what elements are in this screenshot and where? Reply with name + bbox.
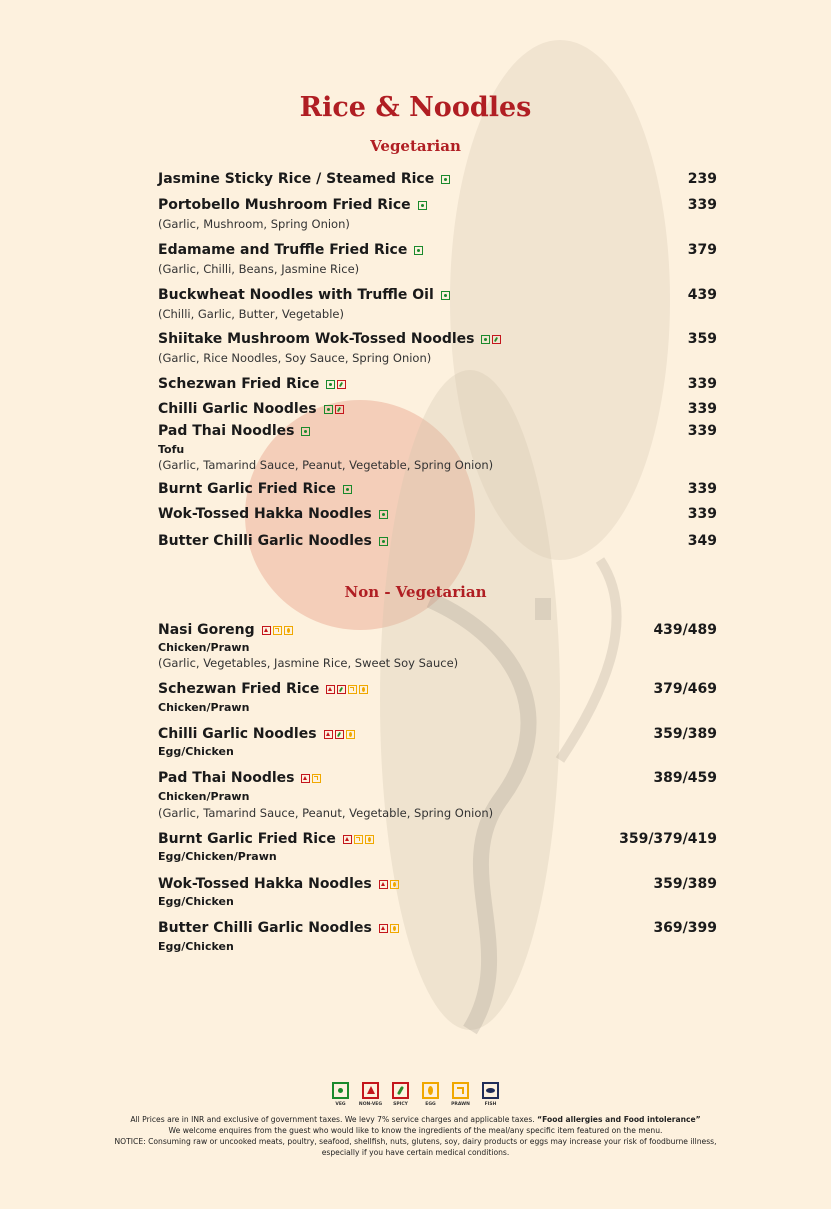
menu-item-price: 359 (687, 331, 717, 347)
menu-item-price: 339 (687, 376, 717, 392)
menu-item (158, 242, 423, 258)
menu-item-description: (Garlic, Mushroom, Spring Onion) (158, 217, 350, 231)
non-veg-icon (379, 880, 388, 889)
veg-icon (301, 427, 310, 436)
footer-line: especially if you have certain medical conditions. (321, 1148, 510, 1157)
non-veg-icon (301, 774, 310, 783)
non-veg-icon (324, 730, 333, 739)
menu-item-price: 339 (687, 506, 717, 522)
egg-icon (359, 685, 368, 694)
veg-icon (326, 380, 335, 389)
dietary-legend (0, 1082, 831, 1107)
legend-item (452, 1082, 469, 1107)
menu-item-name: Pad Thai Noodles (158, 423, 295, 439)
menu-item (158, 876, 399, 892)
menu-item (158, 287, 450, 303)
menu-item-price: 239 (687, 171, 717, 187)
menu-item-option: Chicken/Prawn (158, 701, 250, 714)
menu-item (158, 401, 344, 417)
veg-icon (379, 537, 388, 546)
spicy-icon (492, 335, 501, 344)
non-veg-icon (379, 924, 388, 933)
non-veg-icon (362, 1082, 379, 1099)
legend-item (332, 1082, 349, 1107)
footer-line (0, 1114, 831, 1125)
menu-item (158, 770, 321, 786)
legend-item (422, 1082, 439, 1107)
veg-icon (441, 175, 450, 184)
spicy-icon (392, 1082, 409, 1099)
veg-icon (418, 201, 427, 210)
menu-item (158, 533, 388, 549)
menu-item-price: 359/389 (653, 876, 717, 892)
legend-label: PRAWN (451, 1102, 470, 1107)
veg-icon (324, 405, 333, 414)
menu-item-description: (Garlic, Rice Noodles, Soy Sauce, Spring Onion) (158, 351, 432, 365)
menu-item-price: 439/489 (653, 622, 717, 638)
menu-item (158, 506, 388, 522)
footer-line: NOTICE: Consuming raw or uncooked meats, poultry, seafood, shellfish, nuts, glutens, soy, dairy products or eggs may increase your risk of foodburne illness, (114, 1137, 717, 1146)
menu-item-name: Wok-Tossed Hakka Noodles (158, 506, 372, 522)
footer-notice (0, 1114, 831, 1158)
footer-line: We welcome enquires from the guest who would like to know the ingredients of the meal/any specific item featured on the menu. (168, 1126, 663, 1135)
menu-item-name: Wok-Tossed Hakka Noodles (158, 876, 372, 892)
menu-item-name: Portobello Mushroom Fried Rice (158, 197, 411, 213)
menu-item-name: Butter Chilli Garlic Noodles (158, 533, 372, 549)
menu-item-name: Chilli Garlic Noodles (158, 726, 317, 742)
menu-item-name: Nasi Goreng (158, 622, 255, 638)
menu-item-price: 439 (687, 287, 717, 303)
menu-item-name: Schezwan Fried Rice (158, 681, 320, 697)
legend-label: FISH (484, 1102, 497, 1107)
spicy-icon (337, 685, 346, 694)
menu-item-name: Schezwan Fried Rice (158, 376, 320, 392)
legend-label: VEG (335, 1102, 346, 1107)
menu-item-price: 339 (687, 197, 717, 213)
egg-icon (390, 924, 399, 933)
menu-item-price: 359/379/419 (619, 831, 717, 847)
menu-item-description: (Chilli, Garlic, Butter, Vegetable) (158, 307, 344, 321)
legend-label: EGG (425, 1102, 436, 1107)
menu-item-price: 369/399 (653, 920, 717, 936)
menu-item-name: Jasmine Sticky Rice / Steamed Rice (158, 171, 435, 187)
non-veg-icon (326, 685, 335, 694)
menu-item (158, 331, 501, 347)
menu-item-price: 339 (687, 423, 717, 439)
veg-icon (414, 246, 423, 255)
menu-item (158, 376, 346, 392)
legend-item (482, 1082, 499, 1107)
veg-icon (379, 510, 388, 519)
prawn-icon (452, 1082, 469, 1099)
menu-item-price: 349 (687, 533, 717, 549)
legend-item (358, 1082, 383, 1107)
menu-item-description: (Garlic, Tamarind Sauce, Peanut, Vegetable, Spring Onion) (158, 806, 494, 820)
non-veg-icon (343, 835, 352, 844)
menu-item-option: Egg/Chicken (158, 745, 234, 758)
legend-item (392, 1082, 409, 1107)
menu-item-price: 359/389 (653, 726, 717, 742)
veg-icon (441, 291, 450, 300)
prawn-icon (348, 685, 357, 694)
menu-item (158, 481, 352, 497)
menu-item-option: Egg/Chicken (158, 895, 234, 908)
menu-item-name: Butter Chilli Garlic Noodles (158, 920, 372, 936)
prawn-icon (273, 626, 282, 635)
menu-item (158, 423, 310, 439)
fish-icon (482, 1082, 499, 1099)
egg-icon (422, 1082, 439, 1099)
prawn-icon (312, 774, 321, 783)
section-heading-vegetarian: Vegetarian (370, 137, 461, 155)
menu-item (158, 622, 293, 638)
menu-item-price: 379/469 (653, 681, 717, 697)
non-veg-icon (262, 626, 271, 635)
menu-item (158, 920, 399, 936)
legend-label: SPICY (393, 1102, 408, 1107)
menu-item-option: Tofu (158, 443, 185, 456)
footer-allergy-heading: “Food allergies and Food intolerance” (537, 1115, 701, 1124)
menu-item-price: 339 (687, 481, 717, 497)
menu-item (158, 681, 368, 697)
menu-item-name: Burnt Garlic Fried Rice (158, 831, 336, 847)
menu-item-name: Burnt Garlic Fried Rice (158, 481, 336, 497)
egg-icon (346, 730, 355, 739)
menu-item-option: Egg/Chicken/Prawn (158, 850, 277, 863)
menu-item-option: Chicken/Prawn (158, 790, 250, 803)
menu-item-price: 379 (687, 242, 717, 258)
menu-item-name: Shiitake Mushroom Wok-Tossed Noodles (158, 331, 475, 347)
menu-item-name: Edamame and Truffle Fried Rice (158, 242, 408, 258)
menu-item (158, 171, 450, 187)
page-title: Rice & Noodles (299, 92, 532, 123)
menu-item (158, 197, 427, 213)
menu-item (158, 831, 374, 847)
legend-label: NON-VEG (358, 1102, 383, 1107)
menu-item-price: 389/459 (653, 770, 717, 786)
veg-icon (332, 1082, 349, 1099)
menu-item-description: (Garlic, Vegetables, Jasmine Rice, Sweet Soy Sauce) (158, 656, 459, 670)
section-heading-non-vegetarian: Non - Vegetarian (344, 583, 487, 601)
menu-item-option: Chicken/Prawn (158, 641, 250, 654)
egg-icon (365, 835, 374, 844)
footer-tax-text: All Prices are in INR and exclusive of government taxes. We levy 7% service charges and applicable taxes. (130, 1115, 538, 1124)
menu-item-description: (Garlic, Chilli, Beans, Jasmine Rice) (158, 262, 360, 276)
spicy-icon (335, 405, 344, 414)
egg-icon (284, 626, 293, 635)
veg-icon (343, 485, 352, 494)
menu-item (158, 726, 355, 742)
menu-item-description: (Garlic, Tamarind Sauce, Peanut, Vegetable, Spring Onion) (158, 458, 494, 472)
menu-item-name: Pad Thai Noodles (158, 770, 295, 786)
spicy-icon (335, 730, 344, 739)
prawn-icon (354, 835, 363, 844)
menu-item-name: Chilli Garlic Noodles (158, 401, 317, 417)
veg-icon (481, 335, 490, 344)
menu-item-name: Buckwheat Noodles with Truffle Oil (158, 287, 434, 303)
spicy-icon (337, 380, 346, 389)
egg-icon (390, 880, 399, 889)
menu-item-option: Egg/Chicken (158, 940, 234, 953)
menu-item-price: 339 (687, 401, 717, 417)
